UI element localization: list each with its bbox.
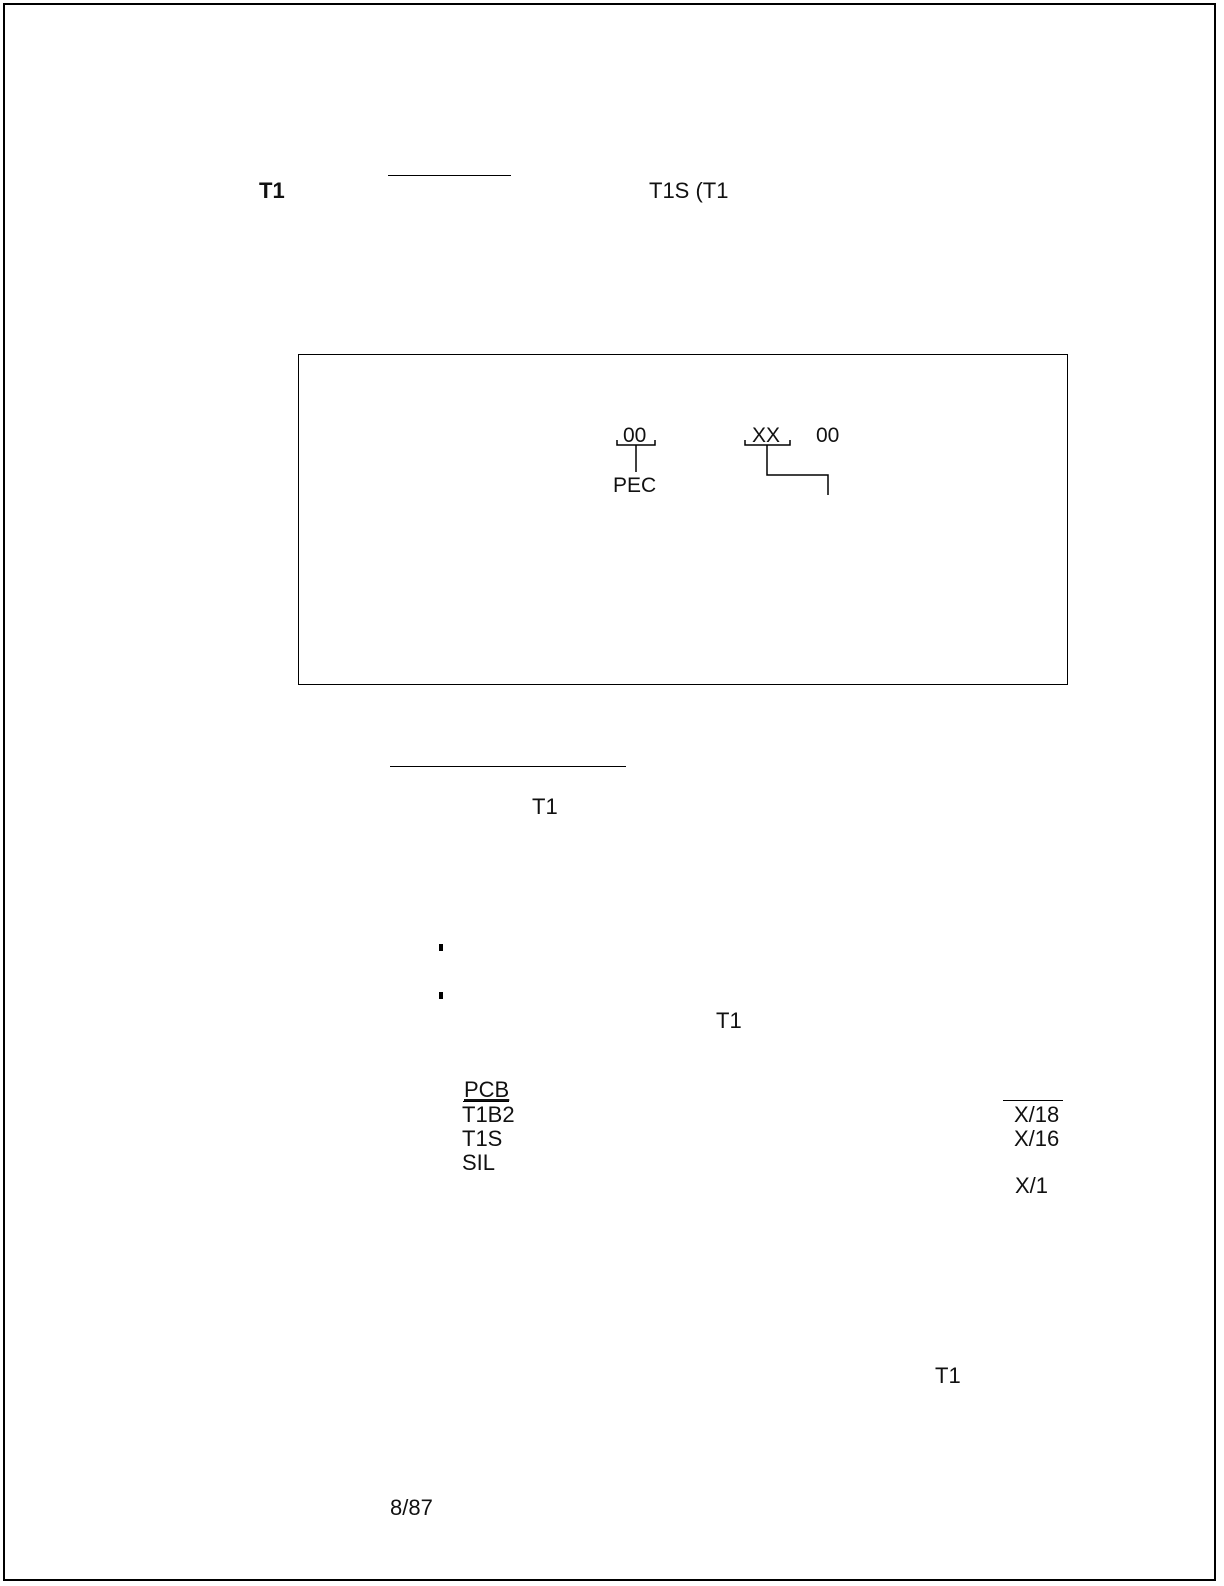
figure-field-a-label: PEC xyxy=(613,474,657,497)
table-row-value: X/16 xyxy=(1014,1126,1060,1151)
table-value-header-rule xyxy=(1003,1100,1063,1101)
table-row-value: X/18 xyxy=(1014,1102,1060,1127)
bullet-t1-ref: T1 xyxy=(716,1008,742,1033)
figure-field-a: 00 xyxy=(623,424,647,447)
figure-field-b: XX xyxy=(752,424,781,447)
section-heading-rule xyxy=(390,766,626,767)
table-row-pcb: T1S xyxy=(462,1126,503,1151)
header-t1: T1 xyxy=(259,178,285,203)
table-header-pcb: PCB xyxy=(464,1077,510,1102)
table-row-value: X/1 xyxy=(1015,1173,1049,1198)
bullet-2 xyxy=(439,992,443,999)
header-t1s-text: T1S (T1 xyxy=(649,178,729,203)
bullet-1 xyxy=(439,944,443,951)
bottom-t1-ref: T1 xyxy=(935,1363,961,1388)
table-header-underline xyxy=(463,1101,509,1102)
section-t1-ref: T1 xyxy=(532,794,558,819)
table-row-pcb: T1B2 xyxy=(462,1102,515,1127)
footer-date: 8/87 xyxy=(390,1495,433,1520)
table-row-pcb: SIL xyxy=(462,1150,496,1175)
figure-field-c: 00 xyxy=(816,424,840,447)
